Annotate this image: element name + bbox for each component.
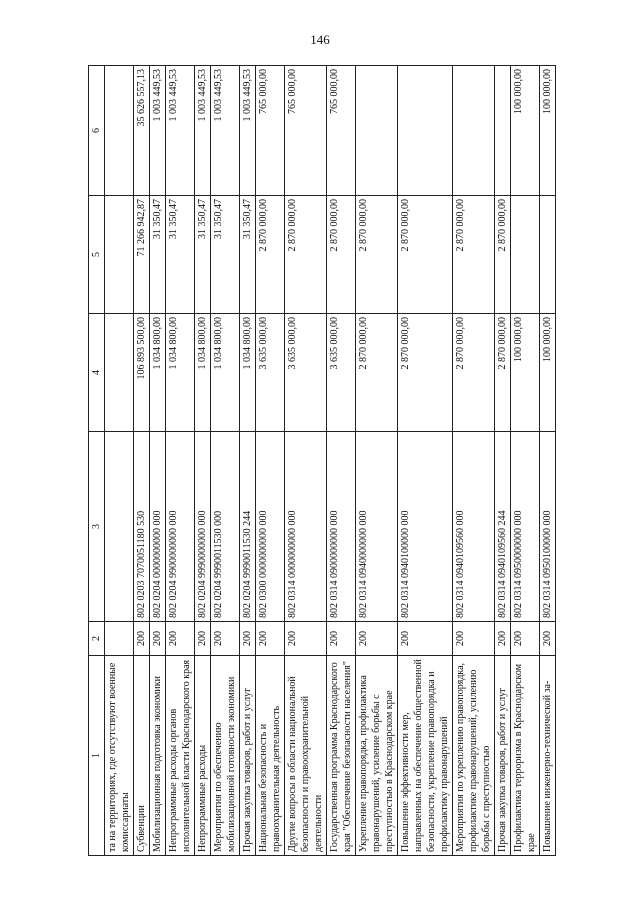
row-name-cell: Другие вопросы в области национальной безопасности и правоохранительной деятельности	[285, 656, 327, 856]
budget-table	[88, 65, 556, 856]
row-type-cell: 200	[256, 622, 285, 656]
row-code-cell: 802 0314 0000000000 000	[285, 432, 327, 622]
row-type-cell: 200	[540, 622, 556, 656]
row-name-cell: Субвенции	[134, 656, 150, 856]
row-type-cell: 200	[195, 622, 211, 656]
row-code-cell: 802 0314 0940109560 000	[453, 432, 495, 622]
row-plan-cell: 2 870 000,00	[356, 314, 398, 432]
row-executed-cell: 31 350,47	[166, 196, 195, 314]
row-code-cell: 802 0204 9900000000 000	[166, 432, 195, 622]
row-remaining-cell: 1 003 449,53	[150, 66, 166, 196]
row-code-cell: 802 0314 0950000000 000	[511, 432, 540, 622]
row-type-cell: 200	[327, 622, 356, 656]
row-executed-cell: 2 870 000,00	[327, 196, 356, 314]
column-header: 6	[89, 66, 105, 196]
row-executed-cell: 31 350,47	[240, 196, 256, 314]
table-row	[327, 66, 356, 856]
row-remaining-cell: 100 000,00	[540, 66, 556, 196]
row-executed-cell: 2 870 000,00	[285, 196, 327, 314]
row-plan-cell: 3 635 000,00	[285, 314, 327, 432]
table-row	[495, 66, 511, 856]
row-plan-cell: 106 893 500,00	[134, 314, 150, 432]
table-row	[105, 66, 134, 856]
row-executed-cell: 2 870 000,00	[356, 196, 398, 314]
table-row	[195, 66, 211, 856]
row-plan-cell: 2 870 000,00	[398, 314, 453, 432]
row-type-cell	[105, 622, 134, 656]
row-type-cell: 200	[495, 622, 511, 656]
row-code-cell: 802 0300 0000000000 000	[256, 432, 285, 622]
row-name-cell: Мероприятия по укреплению правопорядка, профилактике правонарушений, усилению борьбы с преступностью	[453, 656, 495, 856]
row-remaining-cell	[495, 66, 511, 196]
page-number: 146	[310, 32, 330, 47]
table-row	[134, 66, 150, 856]
column-header: 2	[89, 622, 105, 656]
column-header: 5	[89, 196, 105, 314]
table-row	[398, 66, 453, 856]
row-plan-cell: 1 034 800,00	[166, 314, 195, 432]
row-type-cell: 200	[211, 622, 240, 656]
table-frame	[88, 66, 604, 856]
row-plan-cell: 100 000,00	[511, 314, 540, 432]
column-header-row	[89, 66, 105, 856]
row-plan-cell: 3 635 000,00	[327, 314, 356, 432]
row-plan-cell: 2 870 000,00	[453, 314, 495, 432]
row-executed-cell: 2 870 000,00	[453, 196, 495, 314]
row-code-cell	[105, 432, 134, 622]
row-remaining-cell	[105, 66, 134, 196]
row-remaining-cell: 1 003 449,53	[240, 66, 256, 196]
row-code-cell: 802 0314 0940109560 244	[495, 432, 511, 622]
row-remaining-cell: 1 003 449,53	[211, 66, 240, 196]
row-plan-cell: 1 034 800,00	[150, 314, 166, 432]
row-name-cell: Повышение эффективности мер, направленных на обеспечение общественной безопасности, укрепление правопорядка и профилактику правонарушений	[398, 656, 453, 856]
row-code-cell: 802 0204 0000000000 000	[150, 432, 166, 622]
row-type-cell: 200	[511, 622, 540, 656]
row-type-cell: 200	[453, 622, 495, 656]
row-executed-cell	[540, 196, 556, 314]
table-row	[240, 66, 256, 856]
row-executed-cell: 2 870 000,00	[495, 196, 511, 314]
row-type-cell: 200	[150, 622, 166, 656]
row-remaining-cell	[398, 66, 453, 196]
row-executed-cell: 31 350,47	[150, 196, 166, 314]
table-row	[356, 66, 398, 856]
row-executed-cell: 71 266 942,87	[134, 196, 150, 314]
row-plan-cell: 100 000,00	[540, 314, 556, 432]
table-row	[285, 66, 327, 856]
row-plan-cell: 1 034 800,00	[240, 314, 256, 432]
row-name-cell: Мероприятия по обеспечению мобилизационной готовности экономики	[211, 656, 240, 856]
table-row	[166, 66, 195, 856]
row-code-cell: 802 0314 0950100000 000	[540, 432, 556, 622]
row-plan-cell: 2 870 000,00	[495, 314, 511, 432]
row-remaining-cell	[453, 66, 495, 196]
row-remaining-cell: 1 003 449,53	[195, 66, 211, 196]
row-executed-cell: 2 870 000,00	[398, 196, 453, 314]
row-type-cell: 200	[166, 622, 195, 656]
row-name-cell: Повышение инженерно-технической за-	[540, 656, 556, 856]
row-name-cell: Непрограммные расходы органов исполнительной власти Краснодарского края	[166, 656, 195, 856]
row-executed-cell: 31 350,47	[211, 196, 240, 314]
table-row	[256, 66, 285, 856]
row-remaining-cell: 35 626 557,13	[134, 66, 150, 196]
row-remaining-cell	[356, 66, 398, 196]
row-name-cell: Непрограммные расходы	[195, 656, 211, 856]
table-row	[150, 66, 166, 856]
row-code-cell: 802 0204 9990000000 000	[195, 432, 211, 622]
row-remaining-cell: 1 003 449,53	[166, 66, 195, 196]
row-code-cell: 802 0204 9990011530 000	[211, 432, 240, 622]
row-name-cell: Прочая закупка товаров, работ и услуг	[240, 656, 256, 856]
row-name-cell: Государственная программа Краснодарского края "Обеспечение безопасности населения"	[327, 656, 356, 856]
row-name-cell: та на территориях, где отсутствуют военные комиссариаты	[105, 656, 134, 856]
row-plan-cell: 3 635 000,00	[256, 314, 285, 432]
row-name-cell: Укрепление правопорядка, профилактика правонарушений, усиление борьбы с преступностью в Краснодарском крае	[356, 656, 398, 856]
rotated-sheet	[88, 66, 604, 856]
table-row	[540, 66, 556, 856]
row-type-cell: 200	[398, 622, 453, 656]
row-type-cell: 200	[285, 622, 327, 656]
row-plan-cell: 1 034 800,00	[195, 314, 211, 432]
row-name-cell: Профилактика терроризма в Краснодарском крае	[511, 656, 540, 856]
row-name-cell: Национальная безопасность и правоохранительная деятельность	[256, 656, 285, 856]
row-remaining-cell: 765 000,00	[285, 66, 327, 196]
row-type-cell: 200	[134, 622, 150, 656]
row-remaining-cell: 765 000,00	[327, 66, 356, 196]
row-executed-cell	[105, 196, 134, 314]
table-row	[211, 66, 240, 856]
table-row	[453, 66, 495, 856]
column-header: 3	[89, 432, 105, 622]
row-code-cell: 802 0203 7070051180 530	[134, 432, 150, 622]
column-header: 1	[89, 656, 105, 856]
row-code-cell: 802 0314 0940000000 000	[356, 432, 398, 622]
row-remaining-cell: 765 000,00	[256, 66, 285, 196]
row-executed-cell: 31 350,47	[195, 196, 211, 314]
row-remaining-cell: 100 000,00	[511, 66, 540, 196]
row-executed-cell: 2 870 000,00	[256, 196, 285, 314]
column-header: 4	[89, 314, 105, 432]
row-code-cell: 802 0204 9990011530 244	[240, 432, 256, 622]
row-code-cell: 802 0314 0940100000 000	[398, 432, 453, 622]
row-type-cell: 200	[356, 622, 398, 656]
row-plan-cell: 1 034 800,00	[211, 314, 240, 432]
table-row	[511, 66, 540, 856]
row-name-cell: Мобилизационная подготовка экономики	[150, 656, 166, 856]
row-name-cell: Прочая закупка товаров, работ и услуг	[495, 656, 511, 856]
row-executed-cell	[511, 196, 540, 314]
row-code-cell: 802 0314 0900000000 000	[327, 432, 356, 622]
row-type-cell: 200	[240, 622, 256, 656]
row-plan-cell	[105, 314, 134, 432]
